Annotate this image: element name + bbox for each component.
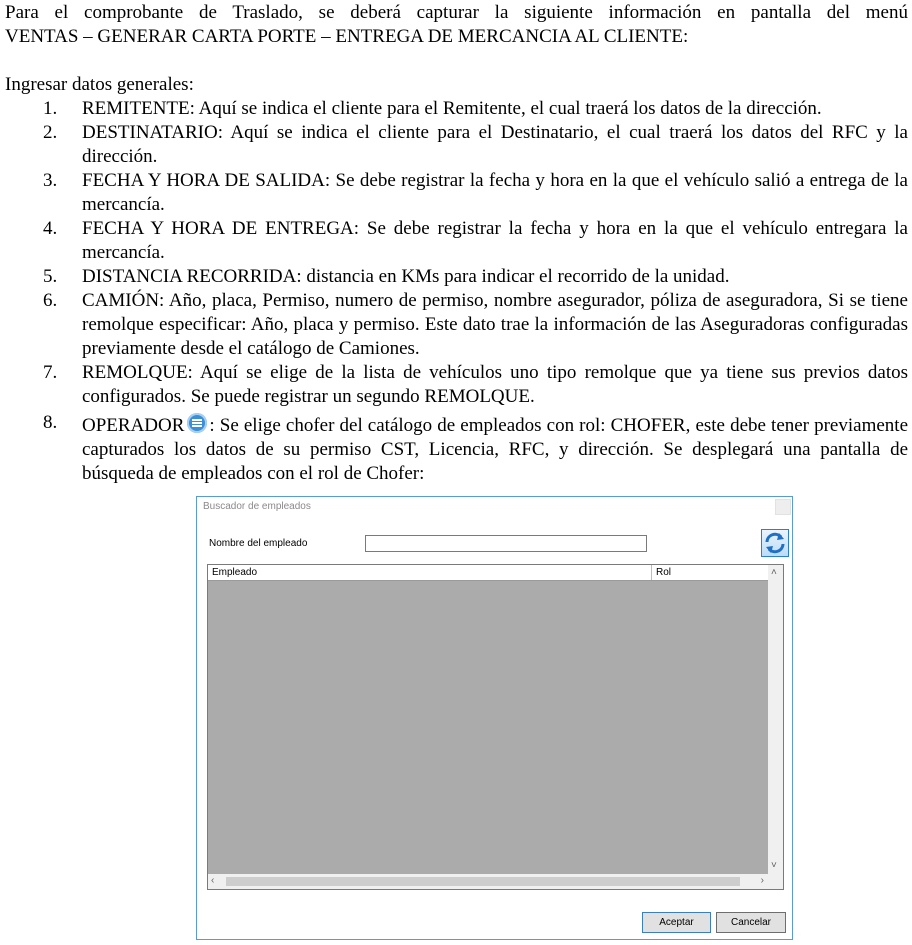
list-item: 1. REMITENTE: Aquí se indica el cliente para el Remitente, el cual traerá los datos de la dirección. (43, 98, 822, 119)
scroll-corner (768, 874, 783, 889)
horizontal-scrollbar[interactable] (208, 874, 768, 889)
column-header-rol[interactable]: Rol (656, 567, 672, 578)
document-body (5, 1, 908, 486)
scroll-up-icon[interactable]: ˄ (771, 567, 777, 578)
dialog-title: Buscador de empleados (203, 501, 311, 512)
refresh-button[interactable] (761, 529, 789, 557)
list-item: 5. DISTANCIA RECORRIDA: distancia en KMs para indicar el recorrido de la unidad. (43, 266, 730, 287)
intro-line-2: VENTAS – GENERAR CARTA PORTE – ENTREGA DE MERCANCIA AL CLIENTE: (5, 26, 689, 47)
list-icon (187, 413, 207, 433)
employee-name-input[interactable] (365, 535, 647, 552)
scroll-down-icon[interactable]: ˅ (771, 860, 777, 871)
employee-grid[interactable] (207, 564, 784, 890)
list-item: 7. REMOLQUE: Aquí se elige de la lista de vehículos uno tipo remolque que ya tiene sus previos datos configurados. Se puede registrar un segundo REMOLQUE. (43, 362, 908, 407)
scroll-right-icon[interactable]: › (760, 875, 764, 886)
column-header-empleado[interactable]: Empleado (212, 567, 258, 578)
list-item: 3. FECHA Y HORA DE SALIDA: Se debe registrar la fecha y hora en la que el vehículo salió a entrega de la mercancía. (43, 170, 908, 215)
scroll-left-icon[interactable]: ‹ (211, 875, 215, 886)
intro-line-1: Para el comprobante de Traslado, se deberá capturar la siguiente información en pantalla del menú (5, 2, 908, 23)
list-item: 8. OPERADOR : Se elige chofer del catálogo de empleados con rol: CHOFER, este debe tener previamente capturados los datos de su permiso CST, Licencia, RFC, y dirección. Se desplegará una pantalla de búsqueda de empleados con el rol de Chofer: (43, 412, 908, 484)
horizontal-scroll-thumb[interactable] (226, 877, 740, 886)
section-heading: Ingresar datos generales: (5, 74, 194, 95)
list-item: 2. DESTINATARIO: Aquí se indica el cliente para el Destinatario, el cual traerá los datos del RFC y la dirección. (43, 122, 908, 167)
grid-header (208, 565, 768, 581)
vertical-scrollbar[interactable] (768, 565, 783, 874)
requirements-list (5, 97, 908, 486)
list-item: 6. CAMIÓN: Año, placa, Permiso, numero de permiso, nombre asegurador, póliza de aseguradora, Si se tiene remolque especificar: Año, placa y permiso. Este dato trae la información de las Aseguradoras configuradas previamente desde el catálogo de Camiones. (43, 290, 908, 359)
refresh-icon (762, 530, 788, 556)
list-item: 4. FECHA Y HORA DE ENTREGA: Se debe registrar la fecha y hora en la que el vehículo entregara la mercancía. (43, 218, 908, 263)
accept-button[interactable]: Aceptar (642, 912, 711, 933)
employee-search-dialog (196, 496, 793, 940)
employee-name-label: Nombre del empleado (209, 538, 308, 549)
cancel-button[interactable]: Cancelar (716, 912, 786, 933)
close-button[interactable] (775, 499, 791, 515)
